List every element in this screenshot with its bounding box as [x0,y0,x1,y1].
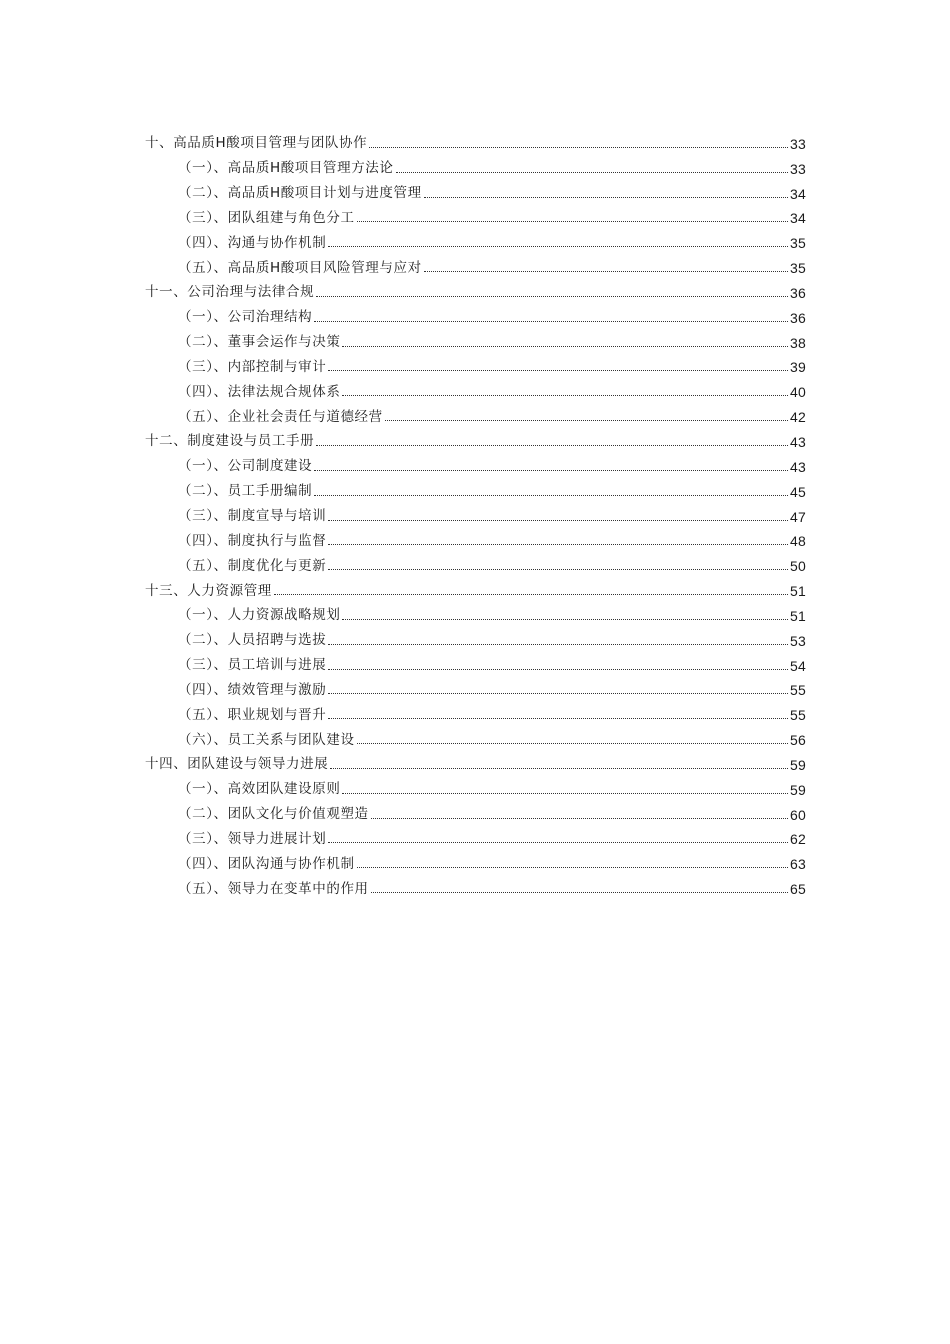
toc-page-number: 55 [790,707,806,724]
toc-dot-leader [369,147,788,148]
toc-section-entry[interactable] [145,797,806,822]
toc-dot-leader [314,321,788,322]
toc-entry-title: （四）、法律法规合规体系 [178,383,341,400]
toc-section-entry[interactable] [145,399,806,424]
toc-page-number: 53 [790,632,806,649]
toc-section-entry[interactable] [145,648,806,673]
toc-page-number: 43 [790,433,806,450]
toc-section-entry[interactable] [145,350,806,375]
toc-page-number: 35 [790,260,806,277]
toc-entry-title: 十一、公司治理与法律合规 [145,284,315,301]
toc-dot-leader [328,644,788,645]
toc-page-number: 48 [790,533,806,550]
toc-dot-leader [342,793,788,794]
toc-dot-leader [328,669,788,670]
toc-page-number: 59 [790,756,806,773]
toc-dot-leader [357,867,788,868]
toc-dot-leader [316,445,788,446]
toc-entry-title: （二）、董事会运作与决策 [178,334,341,351]
toc-section-entry[interactable] [145,474,806,499]
toc-page-number: 54 [790,657,806,674]
toc-section-entry[interactable] [145,201,806,226]
toc-page-number: 34 [790,210,806,227]
toc-entry-title: （四）、沟通与协作机制 [178,234,327,251]
toc-entry-title: （一）、高效团队建设原则 [178,781,341,798]
toc-page-number: 43 [790,458,806,475]
toc-chapter-entry[interactable] [145,747,806,772]
toc-section-entry[interactable] [145,325,806,350]
toc-entry-title: （五）、制度优化与更新 [178,557,327,574]
toc-section-entry[interactable] [145,176,806,201]
toc-dot-leader [328,569,788,570]
toc-chapter-entry[interactable] [145,275,806,300]
toc-dot-leader [328,718,788,719]
toc-section-entry[interactable] [145,772,806,797]
toc-section-entry[interactable] [145,524,806,549]
toc-section-entry[interactable] [145,151,806,176]
toc-dot-leader [274,594,788,595]
toc-page-number: 36 [790,284,806,301]
toc-entry-title: （三）、制度宣导与培训 [178,508,327,524]
toc-section-entry[interactable] [145,697,806,722]
toc-entry-title: （三）、员工培训与进展 [178,657,327,674]
toc-chapter-entry[interactable] [145,126,806,151]
toc-section-entry[interactable] [145,822,806,847]
toc-section-entry[interactable] [145,846,806,871]
toc-dot-leader [328,246,788,247]
toc-page-number: 35 [790,235,806,252]
table-of-contents [145,126,806,896]
toc-page-number: 65 [790,881,806,898]
toc-dot-leader [328,370,788,371]
toc-section-entry[interactable] [145,871,806,896]
toc-entry-title: （五）、领导力在变革中的作用 [178,880,369,897]
toc-dot-leader [424,197,788,198]
toc-entry-title: 十、高品质H酸项目管理与团队协作 [145,135,368,152]
toc-entry-title: 十四、团队建设与领导力进展 [145,756,329,773]
toc-dot-leader [328,693,788,694]
toc-section-entry[interactable] [145,374,806,399]
toc-page-number: 63 [790,856,806,873]
toc-dot-leader [342,619,788,620]
toc-page-number: 36 [790,309,806,326]
toc-section-entry[interactable] [145,598,806,623]
toc-dot-leader [314,495,788,496]
toc-section-entry[interactable] [145,673,806,698]
toc-entry-title: （三）、内部控制与审计 [178,358,327,375]
toc-entry-title: （二）、高品质H酸项目计划与进度管理 [178,185,422,202]
toc-entry-title: （四）、制度执行与监督 [178,532,327,549]
toc-dot-leader [342,395,788,396]
toc-entry-title: （五）、高品质H酸项目风险管理与应对 [178,259,422,276]
toc-section-entry[interactable] [145,722,806,747]
toc-dot-leader [385,420,788,421]
toc-section-entry[interactable] [145,300,806,325]
toc-page-number: 34 [790,185,806,202]
toc-entry-title: （二）、团队文化与价值观塑造 [178,806,369,823]
toc-page-number: 47 [790,508,806,525]
toc-page-number: 33 [790,135,806,152]
toc-page-number: 59 [790,781,806,798]
toc-page-number: 51 [790,607,806,624]
toc-dot-leader [330,768,788,769]
toc-page-number: 40 [790,384,806,401]
toc-page-number: 45 [790,483,806,500]
toc-entry-title: （四）、团队沟通与协作机制 [178,855,355,872]
toc-page-number: 55 [790,682,806,699]
toc-entry-title: （一）、高品质H酸项目管理方法论 [178,160,394,177]
toc-page-number: 50 [790,558,806,575]
toc-chapter-entry[interactable] [145,424,806,449]
toc-dot-leader [396,172,789,173]
toc-page-number: 42 [790,409,806,426]
toc-entry-title: 十二、制度建设与员工手册 [145,433,315,450]
toc-dot-leader [424,271,788,272]
toc-entry-title: （五）、企业社会责任与道德经营 [178,408,383,425]
toc-chapter-entry[interactable] [145,573,806,598]
toc-dot-leader [314,470,788,471]
toc-section-entry[interactable] [145,449,806,474]
toc-section-entry[interactable] [145,499,806,524]
toc-dot-leader [328,544,788,545]
toc-entry-title: 十三、人力资源管理 [145,582,272,599]
toc-entry-title: （四）、绩效管理与激励 [178,681,327,698]
toc-entry-title: （一）、公司制度建设 [178,458,313,475]
toc-page-number: 33 [790,160,806,177]
toc-page-number: 39 [790,359,806,376]
toc-entry-title: （五）、职业规划与晋升 [178,706,327,723]
toc-dot-leader [357,743,788,744]
toc-dot-leader [357,221,788,222]
toc-dot-leader [371,892,788,893]
toc-section-entry[interactable] [145,250,806,275]
toc-page-number: 51 [790,583,806,600]
toc-page-number: 38 [790,334,806,351]
toc-dot-leader [316,296,788,297]
toc-entry-title: （一）、人力资源战略规划 [178,607,341,624]
toc-entry-title: （三）、团队组建与角色分工 [178,209,355,226]
toc-page-number: 60 [790,806,806,823]
toc-entry-title: （二）、员工手册编制 [178,483,313,500]
toc-entry-title: （一）、公司治理结构 [178,309,313,326]
toc-page-number: 56 [790,732,806,749]
toc-section-entry[interactable] [145,548,806,573]
toc-dot-leader [371,818,788,819]
toc-entry-title: （二）、人员招聘与选拔 [178,632,327,649]
toc-dot-leader [342,346,788,347]
toc-entry-title: （三）、领导力进展计划 [178,830,327,847]
toc-page-number: 62 [790,831,806,848]
toc-dot-leader [328,842,788,843]
toc-section-entry[interactable] [145,623,806,648]
toc-entry-title: （六）、员工关系与团队建设 [178,731,355,748]
toc-section-entry[interactable] [145,225,806,250]
toc-dot-leader [328,520,788,521]
